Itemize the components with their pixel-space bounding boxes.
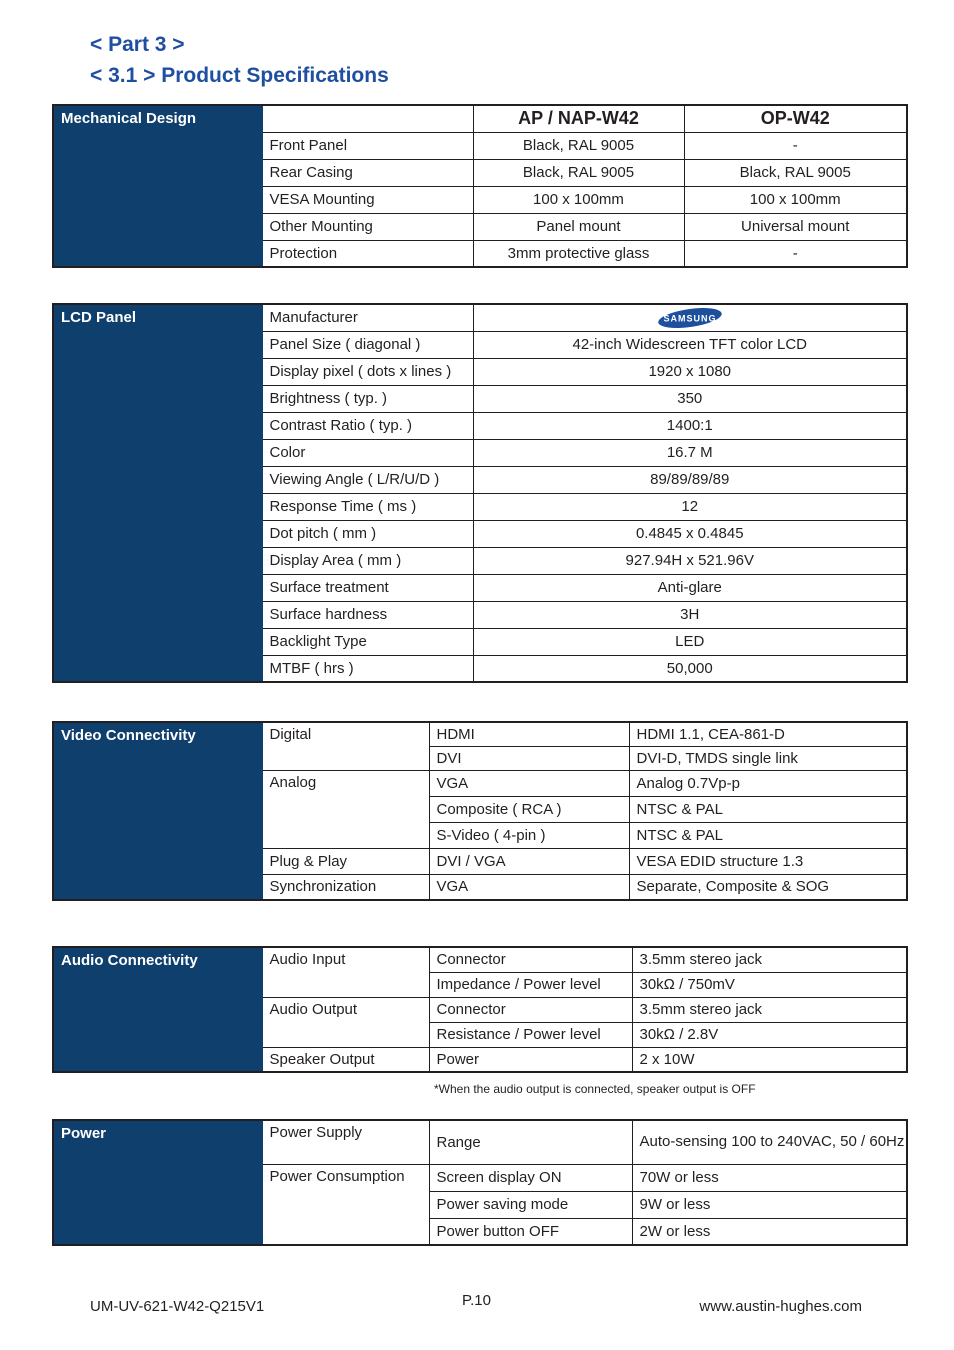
cell-value: 16.7 M [473,439,907,466]
page-number: P.10 [462,1292,491,1309]
table-row [53,1120,907,1164]
row-label: Response Time ( ms ) [262,493,473,520]
row-label: Plug & Play [262,848,429,874]
part-heading: < Part 3 > [90,33,185,56]
cell-value: Impedance / Power level [429,972,632,997]
cell-value: 1920 x 1080 [473,358,907,385]
cell-value: Panel mount [473,213,684,240]
cell-value: 2 x 10W [632,1047,907,1072]
cell-value: Composite ( RCA ) [429,796,629,822]
cell-value: Black, RAL 9005 [473,132,684,159]
cell-value: NTSC & PAL [629,796,907,822]
cell-value: 30kΩ / 2.8V [632,1022,907,1047]
cell-value: - [684,132,907,159]
row-label: Manufacturer [262,304,473,331]
cell-value: 350 [473,385,907,412]
cell-value: 89/89/89/89 [473,466,907,493]
cell-value: DVI / VGA [429,848,629,874]
samsung-logo [657,306,723,330]
section-label: Power [53,1120,262,1245]
row-label: Panel Size ( diagonal ) [262,331,473,358]
cell-value: HDMI [429,722,629,746]
mechanical-design-table [52,104,908,268]
cell-value: VGA [429,770,629,796]
row-label: Backlight Type [262,628,473,655]
cell-value: NTSC & PAL [629,822,907,848]
cell-value: Power [429,1047,632,1072]
cell-value: 42-inch Widescreen TFT color LCD [473,331,907,358]
manufacturer-cell [473,304,907,331]
cell-value: Connector [429,997,632,1022]
cell-value: Auto-sensing 100 to 240VAC, 50 / 60Hz [632,1120,907,1164]
row-label: Brightness ( typ. ) [262,385,473,412]
cell-value: 3.5mm stereo jack [632,997,907,1022]
column-header: AP / NAP-W42 [473,105,684,132]
row-label: Analog [262,770,429,848]
cell-value: Separate, Composite & SOG [629,874,907,900]
cell-value: S-Video ( 4-pin ) [429,822,629,848]
audio-footnote: *When the audio output is connected, speaker output is OFF [434,1082,756,1096]
cell-value: Black, RAL 9005 [473,159,684,186]
cell-value: 9W or less [632,1191,907,1218]
cell-value: - [684,240,907,267]
section-label: Video Connectivity [53,722,262,900]
table-row [53,304,907,331]
empty-header-cell [262,105,473,132]
cell-value: Analog 0.7Vp-p [629,770,907,796]
cell-value: 50,000 [473,655,907,682]
cell-value: 70W or less [632,1164,907,1191]
cell-value: 30kΩ / 750mV [632,972,907,997]
row-label: Other Mounting [262,213,473,240]
row-label: Color [262,439,473,466]
cell-value: Power saving mode [429,1191,632,1218]
cell-value: Screen display ON [429,1164,632,1191]
row-label: Dot pitch ( mm ) [262,520,473,547]
row-label: Rear Casing [262,159,473,186]
cell-value: Range [429,1120,632,1164]
cell-value: 3H [473,601,907,628]
row-label: Display Area ( mm ) [262,547,473,574]
cell-value: DVI [429,746,629,770]
svg-text:SAMSUNG: SAMSUNG [663,313,717,324]
cell-value: Anti-glare [473,574,907,601]
row-label: Power Supply [262,1120,429,1164]
row-label: Audio Output [262,997,429,1047]
website-link[interactable]: www.austin-hughes.com [699,1298,862,1315]
row-label: Synchronization [262,874,429,900]
section-label: LCD Panel [53,304,262,682]
column-header: OP-W42 [684,105,907,132]
cell-value: 100 x 100mm [684,186,907,213]
row-label: Front Panel [262,132,473,159]
cell-value: 0.4845 x 0.4845 [473,520,907,547]
cell-value: Black, RAL 9005 [684,159,907,186]
video-connectivity-table [52,721,908,901]
row-label: Protection [262,240,473,267]
audio-connectivity-table [52,946,908,1073]
cell-value: Power button OFF [429,1218,632,1245]
row-label: Contrast Ratio ( typ. ) [262,412,473,439]
cell-value: HDMI 1.1, CEA-861-D [629,722,907,746]
cell-value: 927.94H x 521.96V [473,547,907,574]
row-label: MTBF ( hrs ) [262,655,473,682]
cell-value: DVI-D, TMDS single link [629,746,907,770]
table-row [53,947,907,972]
lcd-panel-table [52,303,908,683]
row-label: Power Consumption [262,1164,429,1245]
section-label: Audio Connectivity [53,947,262,1072]
row-label: Speaker Output [262,1047,429,1072]
cell-value: VGA [429,874,629,900]
cell-value: 12 [473,493,907,520]
cell-value: 3.5mm stereo jack [632,947,907,972]
power-table [52,1119,908,1246]
cell-value: LED [473,628,907,655]
cell-value: 2W or less [632,1218,907,1245]
row-label: Surface treatment [262,574,473,601]
cell-value: 100 x 100mm [473,186,684,213]
cell-value: Resistance / Power level [429,1022,632,1047]
row-label: Audio Input [262,947,429,997]
cell-value: VESA EDID structure 1.3 [629,848,907,874]
row-label: Digital [262,722,429,770]
row-label: Surface hardness [262,601,473,628]
section-heading: < 3.1 > Product Specifications [90,64,389,87]
row-label: Display pixel ( dots x lines ) [262,358,473,385]
row-label: Viewing Angle ( L/R/U/D ) [262,466,473,493]
cell-value: Universal mount [684,213,907,240]
document-id: UM-UV-621-W42-Q215V1 [90,1298,265,1315]
cell-value: 1400:1 [473,412,907,439]
cell-value: Connector [429,947,632,972]
row-label: VESA Mounting [262,186,473,213]
section-label: Mechanical Design [53,105,262,267]
table-row [53,722,907,746]
cell-value: 3mm protective glass [473,240,684,267]
